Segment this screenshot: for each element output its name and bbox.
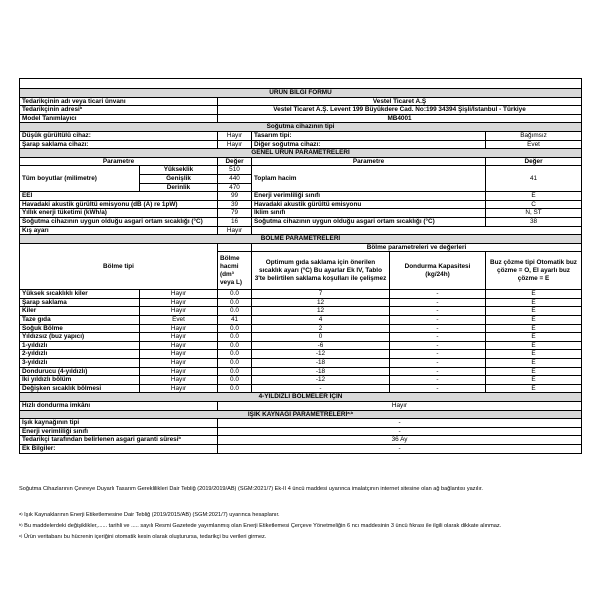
col-value: Değer [486, 157, 582, 166]
table-row [20, 341, 582, 350]
total-volume-label: Toplam hacim [252, 166, 486, 192]
compartment-volume: 0.0 [218, 324, 252, 333]
param-value: 38 [486, 217, 582, 226]
table-row [20, 350, 582, 359]
compartment-name: Yıldızsız (buz yapıcı) [20, 333, 140, 342]
compartment-volume: 0.0 [218, 367, 252, 376]
compartment-defrost: E [486, 367, 582, 376]
table-row [20, 367, 582, 376]
table-row [20, 376, 582, 385]
compartment-present: Hayır [140, 376, 218, 385]
compartment-defrost: E [486, 376, 582, 385]
compartment-defrost: E [486, 298, 582, 307]
compartment-name: 1-yıldızlı [20, 341, 140, 350]
compartment-defrost: E [486, 341, 582, 350]
param-label: Düşük gürültülü cihaz: [20, 131, 218, 140]
compartment-volume: 0.0 [218, 350, 252, 359]
param-label: Yıllık enerji tüketimi (kWh/a) [20, 209, 218, 218]
param-value: C [486, 200, 582, 209]
table-row [20, 307, 582, 316]
supplier-address-label: Tedarikçinin adresi$^b$ [20, 106, 218, 115]
compartment-temp: -18 [252, 367, 390, 376]
compartment-defrost: E [486, 333, 582, 342]
compartment-name: 2-yıldızlı [20, 350, 140, 359]
compartment-temp: 0 [252, 333, 390, 342]
param-value: 16 [218, 217, 252, 226]
compartment-freeze: - [390, 316, 486, 325]
compartment-present: Hayır [140, 333, 218, 342]
footnote: $^{a)}$ Işık Kaynaklarının Enerji Etiketlemesine Dair Tebliğ (2019/2015/AB) (SGM:2021/7) uyarınca hesaplanır. [19, 511, 280, 518]
param-label: Havadaki akustik gürültü emisyonu [252, 200, 486, 209]
table-row [20, 316, 582, 325]
compartment-defrost: E [486, 290, 582, 299]
compartment-volume: 0.0 [218, 307, 252, 316]
compartment-present: Hayır [140, 350, 218, 359]
compartment-present: Hayır [140, 290, 218, 299]
empty-cell [218, 243, 252, 252]
param-label: Enerji verimliliği sınıfı [252, 192, 486, 201]
compartment-temp: -12 [252, 350, 390, 359]
param-label: EEI [20, 192, 218, 201]
light-param-value: - [218, 419, 582, 428]
compartment-freeze: - [390, 324, 486, 333]
dimension-value: 440 [218, 174, 252, 183]
light-param-label: Tedarikçi tarafından belirlenen asgari garanti süresi$^b$ [20, 436, 218, 445]
col-param: Parametre [252, 157, 486, 166]
light-header: IŞIK KAYNAĞI PARAMETRELERİ$^{a,b}$ [20, 410, 582, 419]
four-star-header: 4-YILDIZLI BÖLMELER İÇİN [20, 393, 582, 402]
supplier-name-value: Vestel Ticaret A.Ş [218, 97, 582, 106]
table-row [20, 359, 582, 368]
compartment-volume: 41 [218, 316, 252, 325]
total-volume-value: 41 [486, 166, 582, 192]
compartment-freeze: - [390, 359, 486, 368]
compartment-freeze: - [390, 341, 486, 350]
general-header: GENEL ÜRÜN PARAMETRELERİ [20, 149, 582, 158]
compartment-temp: -18 [252, 359, 390, 368]
compartment-volume: 0.0 [218, 298, 252, 307]
compartment-freeze: - [390, 290, 486, 299]
light-param-value: - [218, 427, 582, 436]
fast-freeze-value: Hayır [218, 402, 582, 411]
compartment-present: Hayır [140, 359, 218, 368]
param-value: 79 [218, 209, 252, 218]
dimension-value: 470 [218, 183, 252, 192]
param-value: N, ST [486, 209, 582, 218]
compartment-name: Soğuk Bölme [20, 324, 140, 333]
compartment-present: Hayır [140, 384, 218, 393]
compartment-defrost: E [486, 384, 582, 393]
param-label: Diğer soğutma cihazı: [252, 140, 486, 149]
table-row [20, 324, 582, 333]
form-title: ÜRÜN BİLGİ FORMU [20, 89, 582, 98]
table-row [20, 298, 582, 307]
dimension-value: 510 [218, 166, 252, 175]
compartment-temp: 12 [252, 307, 390, 316]
compartment-volume: 0.0 [218, 341, 252, 350]
compartment-freeze: - [390, 307, 486, 316]
light-param-value: 36 Ay [218, 436, 582, 445]
compartment-defrost: E [486, 316, 582, 325]
footnote: $^{b)}$ Bu maddelerdeki değişiklikler,...... tarihli ve ..... sayılı Resmi Gazetede yayımlanmış olan Enerji Etiketlemesi Çerçeve Yönetmeliğin 6 ncı maddesinin 3 üncü fıkrası ile ilgili olarak dikkate alınmaz. [19, 522, 502, 529]
compartment-name: Şarap saklama [20, 298, 140, 307]
dimensions-label: Tüm boyutlar (milimetre) [20, 166, 140, 192]
compartment-temp: 12 [252, 298, 390, 307]
compartment-present: Hayır [140, 367, 218, 376]
compartment-freeze: - [390, 333, 486, 342]
param-label: Tasarım tipi: [252, 131, 486, 140]
col-param: Parametre [20, 157, 218, 166]
compartment-name: Dondurucu (4-yıldızlı) [20, 367, 140, 376]
table-row [20, 384, 582, 393]
param-label: İklim sınıfı [252, 209, 486, 218]
compartment-subheader: Bölme parametreleri ve değerleri [252, 243, 582, 252]
compartment-temp: - [252, 384, 390, 393]
compartment-name: Taze gıda [20, 316, 140, 325]
compartment-freeze: - [390, 367, 486, 376]
dimension-name: Genişlik [140, 174, 218, 183]
compartment-defrost: E [486, 359, 582, 368]
param-value: 39 [218, 200, 252, 209]
col-compartment-type: Bölme tipi [20, 243, 218, 290]
col-temp: Optimum gıda saklama için önerilen sıcaklık ayarı (°C) Bu ayarlar Ek IV, Tablo 3'te belirtilen saklama koşulları ile çelişmez [252, 252, 390, 290]
compartment-present: Hayır [140, 307, 218, 316]
compartment-present: Evet [140, 316, 218, 325]
product-info-sheet [19, 78, 581, 454]
compartment-temp: 7 [252, 290, 390, 299]
compartment-name: Değişken sıcaklık bölmesi [20, 384, 140, 393]
compartment-present: Hayır [140, 324, 218, 333]
param-value: Hayır [218, 131, 252, 140]
compartment-temp: -6 [252, 341, 390, 350]
compartment-volume: 0.0 [218, 376, 252, 385]
compartment-present: Hayır [140, 341, 218, 350]
compartment-volume: 0.0 [218, 290, 252, 299]
param-label: Soğutma cihazının uygun olduğu asgari ortam sıcaklığı (°C) [252, 217, 486, 226]
compartment-temp: -12 [252, 376, 390, 385]
param-value: Evet [486, 140, 582, 149]
dimension-name: Yükseklik [140, 166, 218, 175]
table-row [20, 333, 582, 342]
col-defrost: Buz çözme tipi Otomatik buz çözme = O, El ayarlı buz çözme = E [486, 252, 582, 290]
compartment-defrost: E [486, 324, 582, 333]
supplier-name-label: Tedarikçinin adı veya ticari ünvanı [20, 97, 218, 106]
param-label: Soğutma cihazının uygun olduğu asgari ortam sıcaklığı (°C) [20, 217, 218, 226]
compartment-volume: 0.0 [218, 359, 252, 368]
compartment-name: Yüksek sıcaklıklı kiler [20, 290, 140, 299]
param-value: E [486, 192, 582, 201]
fast-freeze-label: Hızlı dondurma imkânı [20, 402, 218, 411]
dimension-name: Derinlik [140, 183, 218, 192]
compartment-header: BÖLME PARAMETRELERİ [20, 235, 582, 244]
footnotes [19, 512, 581, 545]
compartment-volume: 0.0 [218, 333, 252, 342]
compartment-freeze: - [390, 350, 486, 359]
param-label: Şarap saklama cihazı: [20, 140, 218, 149]
model-label: Model Tanımlayıcı [20, 114, 218, 123]
top-spacer [20, 79, 582, 89]
winter-value: Hayır [218, 226, 252, 235]
compartment-present: Hayır [140, 298, 218, 307]
col-freeze: Dondurma Kapasitesi (kg/24h) [390, 252, 486, 290]
param-label: Havadaki akustik gürültü emisyonu (dB (A) re 1pW) [20, 200, 218, 209]
winter-label: Kış ayarı [20, 226, 218, 235]
table-row [20, 290, 582, 299]
light-param-label: Enerji verimliliği sınıfı [20, 427, 218, 436]
footnote: $^{c)}$ Ürün veritabanı bu hücrenin içeriğini otomatik kesin olarak oluşturursa, tedarikçi bu verileri girmez. [19, 533, 267, 540]
model-value: MB4001 [218, 114, 582, 123]
supplier-address-value: Vestel Ticaret A.Ş. Levent 199 Büyükdere Cad. No:199 34394 Şişli/İstanbul - Türkiye [218, 106, 582, 115]
compartment-freeze: - [390, 384, 486, 393]
compartment-defrost: E [486, 307, 582, 316]
compartment-temp: 4 [252, 316, 390, 325]
param-value: 99 [218, 192, 252, 201]
footer-paragraph: Soğutma Cihazlarının Çevreye Duyarlı Tasarım Gereklilikleri Dair Tebliğ (2019/2019/AB) (SGM:2021/7) Ek-II 4 üncü maddesi uyarınca imalatçının internet sitesine olan ağ bağlantısı yazılır. [19, 486, 483, 492]
compartment-freeze: - [390, 376, 486, 385]
product-info-table [19, 78, 582, 454]
compartment-freeze: - [390, 298, 486, 307]
compartment-volume: 0.0 [218, 384, 252, 393]
compartment-name: 3-yıldızlı [20, 359, 140, 368]
compartment-name: Kiler [20, 307, 140, 316]
compartment-name: İki yıldızlı bölüm [20, 376, 140, 385]
col-volume: Bölme hacmi (dm³ veya L) [218, 252, 252, 290]
col-value: Değer [218, 157, 252, 166]
cooling-header: Soğutma cihazının tipi [20, 123, 582, 132]
light-param-label: Ek Bilgiler: [20, 444, 218, 453]
param-value: Hayır [218, 140, 252, 149]
empty-cell [252, 226, 582, 235]
param-value: Bağımsız [486, 131, 582, 140]
compartment-temp: 2 [252, 324, 390, 333]
light-param-label: Işık kaynağının tipi [20, 419, 218, 428]
compartment-defrost: E [486, 350, 582, 359]
light-param-value: - [218, 444, 582, 453]
